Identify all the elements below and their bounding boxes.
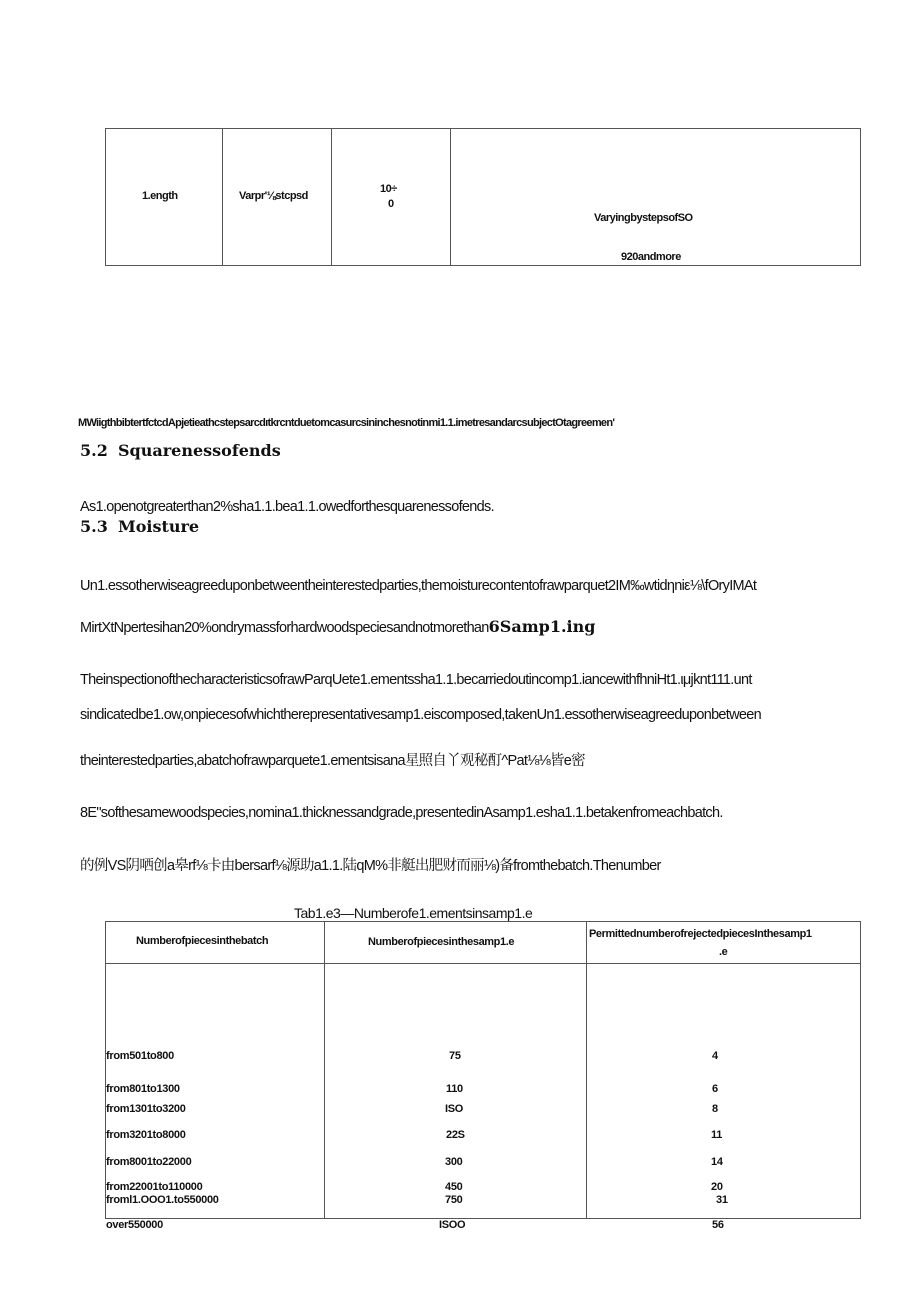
header-rejected-pieces-cont: .e	[719, 946, 728, 958]
section-6-heading: 6Samp1.ing	[488, 617, 596, 636]
length-label: 1.ength	[142, 190, 178, 202]
squareness-paragraph: As1.openotgreaterthan2%sha1.1.bea1.1.owedforthesquarenessofends.	[80, 499, 494, 515]
length-range: 920andmore	[621, 251, 681, 263]
moisture-line-2-text: MirtXtNpertesihan20%ondrymassforhardwoodspeciesandnotmorethan	[80, 620, 489, 636]
table-row-sample: 22S	[446, 1129, 465, 1141]
table-row-sample: 450	[445, 1181, 463, 1193]
moisture-line-2	[80, 617, 595, 636]
table-row-batch: from801to1300	[106, 1083, 180, 1095]
table-row-sample: ISOO	[439, 1219, 466, 1231]
table-row-sample: 75	[449, 1050, 461, 1062]
table-row-rejected: 6	[712, 1083, 718, 1095]
header-rejected-pieces: PermittednumberofrejectedpiecesInthesamp1	[589, 928, 812, 940]
moisture-line-1: Un1.essotherwiseagreeduponbetweentheinterestedparties,themoisturecontentofrawparquet2IM‰wtidηniε⅛\fOryIMAt	[80, 578, 757, 594]
sampling-line-1: TheinspectionofthecharacteristicsofrawParqUete1.ementssha1.1.becarriedoutincomp1.iancewithfhniHt1.ιμjknt111.unt	[80, 672, 752, 688]
section-title: Squarenessofends	[118, 441, 281, 460]
table-row-batch: from8001to22000	[106, 1156, 192, 1168]
table-row-batch: from22001to110000	[106, 1181, 203, 1193]
table-row-sample: 300	[445, 1156, 463, 1168]
sampling-line-3: theinterestedparties,abatchofrawparquete1.ementsisana星照自丫观秘酊^Pat⅛⅛皆e密	[80, 753, 585, 769]
section-5-2-heading	[80, 441, 281, 460]
table-divider	[450, 129, 451, 265]
table-footnote: MWiigthbibtertfctcdApjetieathcstepsarcdıtkrcntduetomcasurcsininchesnotinmi1.1.imetresandarcsubjectOtagreemen'	[78, 417, 615, 429]
table-row-rejected: 20	[711, 1181, 723, 1193]
table-row-batch: from501to800	[106, 1050, 174, 1062]
table-row-sample: ISO	[445, 1103, 464, 1115]
section-number: 5.3	[80, 517, 108, 536]
table-3-caption: Tab1.e3—Numberofe1.ementsinsamp1.e	[294, 905, 533, 921]
table-row-rejected: 56	[712, 1219, 724, 1231]
section-title: Moisture	[118, 517, 200, 536]
table-row-rejected: 31	[716, 1194, 728, 1206]
section-5-3-heading	[80, 517, 199, 536]
table-row-rejected: 14	[711, 1156, 723, 1168]
table-divider	[331, 129, 332, 265]
length-table	[105, 128, 861, 266]
table-row-sample: 750	[445, 1194, 463, 1206]
length-steps-label: Varpr'⅛stcpsd	[239, 190, 308, 202]
table-row-batch: from1301to3200	[106, 1103, 186, 1115]
table-row-batch: froml1.OOO1.to550000	[106, 1194, 219, 1206]
table-row-batch: over550000	[106, 1219, 163, 1231]
sample-table	[105, 921, 861, 1219]
table-row-rejected: 11	[711, 1129, 723, 1141]
header-batch-size: Numberofpiecesinthebatch	[136, 935, 269, 947]
header-sample-size: Numberofpiecesinthesamp1.e	[368, 936, 515, 948]
sampling-line-2: sindicatedbe1.ow,onpiecesofwhichtherepresentativesamp1.eiscomposed,takenUn1.essotherwiseagreeduponbetween	[80, 707, 761, 723]
header-divider	[106, 963, 860, 964]
table-divider	[324, 922, 325, 1218]
sampling-line-5: 的例VS阴哂创a皋rf⅛卡由bersarf⅛源助a1.1.陆qM%非艇出肥财而丽⅛)备fromthebatch.Thenumber	[80, 858, 661, 874]
length-value-line2: 0	[388, 198, 394, 210]
table-row-batch: from3201to8000	[106, 1129, 186, 1141]
length-value-line1: 10÷	[380, 183, 397, 195]
length-steps-description: VaryingbystepsofSO	[594, 212, 693, 224]
table-row-rejected: 8	[712, 1103, 718, 1115]
table-row-rejected: 4	[712, 1050, 718, 1062]
table-divider	[222, 129, 223, 265]
table-divider	[586, 922, 587, 1218]
table-row-sample: 110	[446, 1083, 463, 1095]
sampling-line-4: 8E"softhesamewoodspecies,nomina1.thicknessandgrade,presentedinAsamp1.esha1.1.betakenfromeachbatch.	[80, 805, 723, 821]
section-number: 5.2	[80, 441, 108, 460]
